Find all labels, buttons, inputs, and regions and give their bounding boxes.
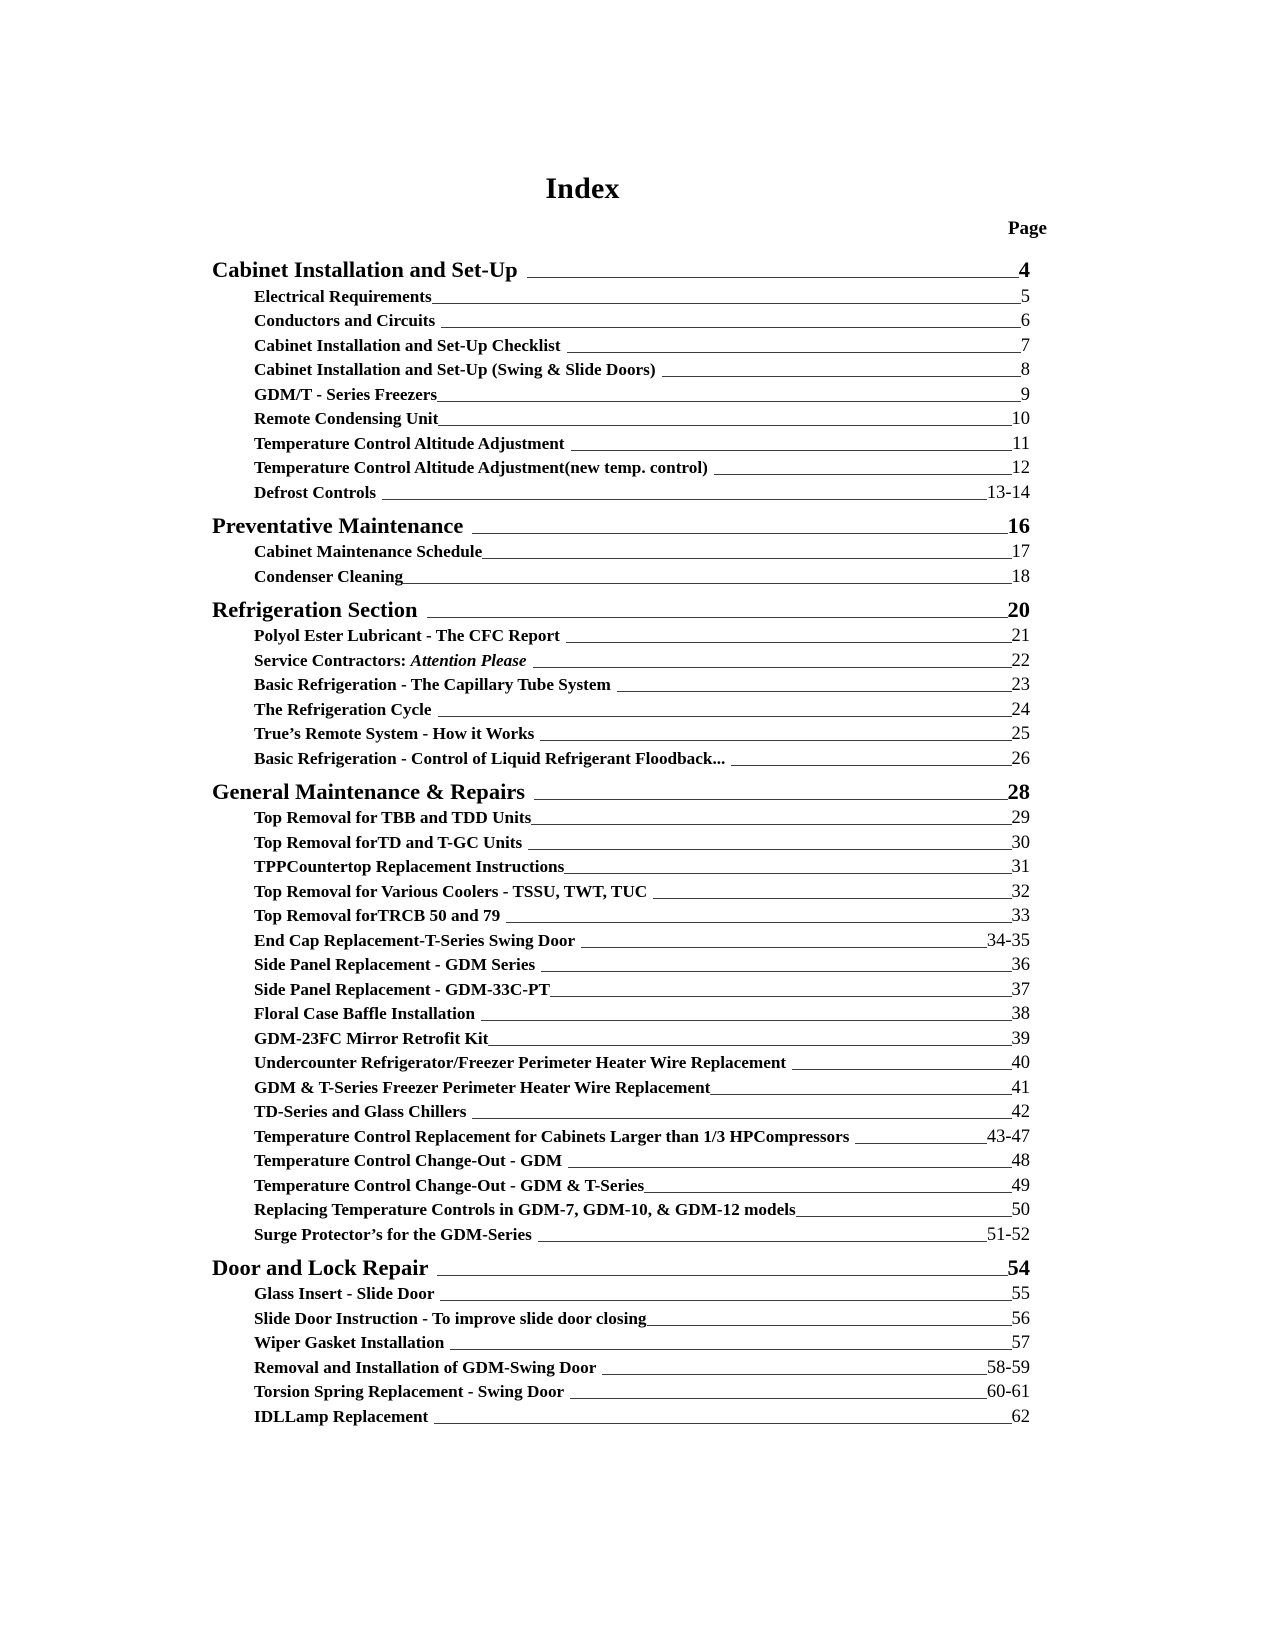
toc-section-entry[interactable] (212, 779, 1030, 805)
toc-sub-entry[interactable] (254, 700, 1030, 721)
toc-entry-label: Side Panel Replacement - GDM-33C-PT (254, 979, 550, 999)
toc-leader-rule (382, 498, 987, 500)
toc-entry-page-number: 34-35 (986, 930, 1030, 951)
toc-entry-label: Cabinet Maintenance Schedule (254, 542, 483, 561)
toc-sub-entry[interactable] (254, 724, 1030, 745)
toc-sub-entry[interactable] (254, 1225, 1030, 1246)
toc-leader-rule (644, 1191, 1011, 1193)
toc-entry-label: Refrigeration Section (212, 596, 418, 622)
toc-entry-page-number: 8 (1020, 360, 1030, 380)
toc-entry-label: Top Removal for Various Coolers - TSSU, TWT, TUC (254, 881, 648, 901)
toc-entry-page-number: 22 (1011, 650, 1030, 671)
toc-entry-label: GDM/T - Series Freezers (254, 384, 438, 404)
toc-sub-entry[interactable] (254, 360, 1030, 381)
toc-entry-page-number: 4 (1018, 257, 1030, 282)
toc-entry-label: Preventative Maintenance (212, 512, 464, 538)
toc-sub-entry[interactable] (254, 1053, 1030, 1074)
toc-section-entry[interactable] (212, 257, 1030, 283)
toc-entry-label: Polyol Ester Lubricant - The CFC Report (254, 626, 560, 645)
toc-entry-label: Removal and Installation of GDM-Swing Door (254, 1357, 597, 1377)
toc-leader-rule (534, 798, 1007, 800)
toc-sub-entry[interactable] (254, 287, 1030, 308)
toc-leader-rule (714, 473, 1012, 475)
toc-entry-label: Service Contractors: Attention Please (254, 650, 527, 670)
toc-entry-page-number: 36 (1011, 955, 1030, 975)
toc-sub-entry[interactable] (254, 651, 1030, 672)
toc-leader-rule (566, 641, 1012, 643)
toc-entry-label: Side Panel Replacement - GDM Series (254, 955, 536, 974)
toc-entry-label: Conductors and Circuits (254, 311, 436, 330)
toc-leader-rule (796, 1215, 1012, 1217)
toc-entry-page-number: 60-61 (986, 1382, 1030, 1402)
toc-sub-entry[interactable] (254, 409, 1030, 430)
toc-leader-rule (570, 1397, 987, 1399)
toc-sub-entry[interactable] (254, 483, 1030, 504)
toc-leader-rule (488, 1044, 1011, 1046)
toc-sub-entry[interactable] (254, 980, 1030, 1001)
toc-leader-rule (482, 557, 1011, 559)
toc-entry-page-number: 42 (1011, 1102, 1030, 1122)
toc-leader-rule (434, 1422, 1011, 1424)
toc-entry-label: Wiper Gasket Installation (254, 1333, 445, 1352)
toc-entry-label: Floral Case Baffle Installation (254, 1004, 476, 1023)
toc-leader-rule (617, 690, 1012, 692)
toc-entry-page-number: 41 (1011, 1077, 1030, 1098)
toc-sub-entry[interactable] (254, 434, 1030, 455)
toc-entry-label: Temperature Control Change-Out - GDM (254, 1151, 563, 1170)
toc-leader-rule (432, 302, 1021, 304)
toc-sub-entry[interactable] (254, 1102, 1030, 1123)
toc-sub-entry[interactable] (254, 1176, 1030, 1197)
toc-entry-label: End Cap Replacement-T-Series Swing Door (254, 930, 576, 950)
toc-entry-page-number: 57 (1011, 1333, 1030, 1353)
toc-entry-page-number: 17 (1011, 542, 1030, 562)
toc-section-entry[interactable] (212, 597, 1030, 623)
toc-entry-page-number: 25 (1011, 724, 1030, 744)
toc-entry-label: GDM & T-Series Freezer Perimeter Heater Wire Replacement (254, 1077, 711, 1097)
toc-entry-page-number: 31 (1011, 857, 1030, 877)
toc-sub-entry[interactable] (254, 906, 1030, 927)
toc-entry-label: Cabinet Installation and Set-Up Checklist (254, 335, 561, 355)
toc-leader-rule (567, 351, 1021, 353)
page-title: Index (545, 172, 620, 205)
toc-entry-page-number: 5 (1020, 286, 1030, 307)
toc-entry-page-number: 10 (1011, 409, 1030, 429)
toc-sub-entry[interactable] (254, 567, 1030, 588)
toc-entry-page-number: 9 (1020, 384, 1030, 405)
toc-leader-rule (564, 872, 1011, 874)
toc-entry-label: The Refrigeration Cycle (254, 699, 432, 719)
toc-leader-rule (427, 616, 1008, 618)
toc-leader-rule (531, 823, 1011, 825)
toc-sub-entry[interactable] (254, 1407, 1030, 1428)
toc-entry-label: IDLLamp Replacement (254, 1406, 429, 1426)
toc-entry-page-number: 55 (1011, 1284, 1030, 1304)
toc-leader-rule (437, 1274, 1007, 1276)
toc-entry-page-number: 40 (1011, 1053, 1030, 1073)
page-column-header: Page (1007, 218, 1047, 239)
toc-leader-rule (550, 995, 1012, 997)
toc-entry-label: GDM-23FC Mirror Retrofit Kit (254, 1028, 489, 1048)
toc-leader-rule (568, 1166, 1011, 1168)
toc-entry-label: Door and Lock Repair (212, 1254, 429, 1280)
toc-entry-label: Basic Refrigeration - Control of Liquid Refrigerant Floodback... (254, 748, 726, 768)
toc-entry-label: Cabinet Installation and Set-Up (212, 257, 518, 282)
toc-section-entry[interactable] (212, 1255, 1030, 1281)
toc-entry-page-number: 43-47 (986, 1126, 1030, 1147)
toc-sub-entry[interactable] (254, 675, 1030, 696)
toc-sub-entry[interactable] (254, 311, 1030, 332)
table-of-contents (0, 257, 1275, 1428)
toc-leader-rule (440, 1299, 1011, 1301)
toc-sub-entry[interactable] (254, 1078, 1030, 1099)
toc-leader-rule (506, 921, 1011, 923)
toc-entry-page-number: 26 (1011, 748, 1030, 769)
toc-entry-page-number: 37 (1011, 979, 1030, 1000)
toc-leader-rule (438, 715, 1012, 717)
toc-section-entry[interactable] (212, 513, 1030, 539)
toc-leader-rule (472, 1117, 1011, 1119)
toc-entry-page-number: 13-14 (986, 482, 1030, 503)
toc-sub-entry[interactable] (254, 1004, 1030, 1025)
toc-sub-entry[interactable] (254, 336, 1030, 357)
toc-leader-rule (527, 276, 1019, 278)
toc-entry-page-number: 49 (1011, 1175, 1030, 1196)
toc-entry-label: Top Removal for TBB and TDD Units (254, 808, 532, 827)
toc-entry-label: Top Removal forTD and T-GC Units (254, 832, 523, 852)
toc-leader-rule (581, 946, 987, 948)
toc-sub-entry[interactable] (254, 1284, 1030, 1305)
toc-sub-entry[interactable] (254, 857, 1030, 878)
toc-leader-rule (538, 1240, 987, 1242)
toc-entry-page-number: 7 (1020, 335, 1030, 356)
toc-entry-page-number: 6 (1020, 311, 1030, 331)
toc-entry-label: Temperature Control Change-Out - GDM & T-Series (254, 1175, 645, 1195)
toc-leader-rule (533, 666, 1012, 668)
toc-entry-page-number: 24 (1011, 699, 1030, 720)
toc-entry-label: Condenser Cleaning (254, 566, 404, 586)
toc-entry-page-number: 62 (1011, 1406, 1030, 1427)
toc-sub-entry[interactable] (254, 1151, 1030, 1172)
toc-entry-page-number: 50 (1011, 1200, 1030, 1220)
toc-leader-rule (855, 1142, 986, 1144)
toc-entry-label: Replacing Temperature Controls in GDM-7, GDM-10, & GDM-12 models (254, 1200, 796, 1219)
toc-entry-label: TPPCountertop Replacement Instructions (254, 857, 565, 876)
toc-entry-label: Surge Protector’s for the GDM-Series (254, 1224, 532, 1244)
toc-leader-rule (541, 970, 1011, 972)
toc-entry-label: Electrical Requirements (254, 286, 432, 306)
toc-entry-page-number: 56 (1011, 1308, 1030, 1329)
toc-leader-rule (528, 848, 1011, 850)
toc-sub-entry[interactable] (254, 833, 1030, 854)
toc-entry-page-number: 12 (1011, 458, 1030, 478)
toc-entry-label: Cabinet Installation and Set-Up (Swing & Slide Doors) (254, 360, 656, 379)
toc-sub-entry[interactable] (254, 808, 1030, 829)
toc-sub-entry[interactable] (254, 1029, 1030, 1050)
toc-entry-label: Top Removal forTRCB 50 and 79 (254, 906, 501, 925)
toc-entry-label: Defrost Controls (254, 482, 377, 502)
toc-sub-entry[interactable] (254, 1127, 1030, 1148)
toc-leader-rule (731, 764, 1011, 766)
toc-leader-rule (602, 1373, 986, 1375)
toc-sub-entry[interactable] (254, 1200, 1030, 1221)
toc-entry-label-emphasis: Attention Please (410, 650, 527, 670)
toc-leader-rule (653, 897, 1011, 899)
toc-entry-page-number: 11 (1012, 433, 1030, 454)
toc-sub-entry[interactable] (254, 626, 1030, 647)
toc-sub-entry[interactable] (254, 542, 1030, 563)
toc-entry-label: True’s Remote System - How it Works (254, 724, 535, 743)
toc-leader-rule (540, 739, 1011, 741)
toc-sub-entry[interactable] (254, 882, 1030, 903)
toc-sub-entry[interactable] (254, 749, 1030, 770)
toc-entry-label: Basic Refrigeration - The Capillary Tube System (254, 675, 611, 694)
toc-sub-entry[interactable] (254, 1358, 1030, 1379)
toc-leader-rule (481, 1019, 1011, 1021)
toc-leader-rule (571, 449, 1013, 451)
toc-entry-label: Glass Insert - Slide Door (254, 1284, 435, 1303)
toc-sub-entry[interactable] (254, 385, 1030, 406)
toc-leader-rule (437, 400, 1021, 402)
toc-entry-page-number: 38 (1011, 1004, 1030, 1024)
toc-leader-rule (710, 1093, 1011, 1095)
toc-entry-page-number: 16 (1007, 512, 1030, 538)
toc-entry-label: Torsion Spring Replacement - Swing Door (254, 1382, 565, 1401)
toc-entry-page-number: 20 (1007, 596, 1030, 622)
toc-leader-rule (438, 424, 1011, 426)
toc-entry-page-number: 51-52 (986, 1224, 1030, 1245)
toc-entry-page-number: 33 (1011, 906, 1030, 926)
toc-entry-label: TD-Series and Glass Chillers (254, 1102, 467, 1121)
toc-entry-page-number: 23 (1011, 675, 1030, 695)
toc-entry-page-number: 48 (1011, 1151, 1030, 1171)
toc-sub-entry[interactable] (254, 1309, 1030, 1330)
toc-entry-page-number: 30 (1011, 832, 1030, 853)
toc-entry-label: Temperature Control Altitude Adjustment(new temp. control) (254, 458, 708, 477)
toc-entry-page-number: 28 (1007, 778, 1030, 804)
toc-entry-page-number: 54 (1007, 1254, 1030, 1280)
toc-entry-label: Undercounter Refrigerator/Freezer Perimeter Heater Wire Replacement (254, 1053, 787, 1072)
toc-leader-rule (403, 582, 1011, 584)
toc-entry-page-number: 18 (1011, 566, 1030, 587)
toc-entry-page-number: 39 (1011, 1028, 1030, 1049)
toc-entry-page-number: 21 (1011, 626, 1030, 646)
toc-entry-label: Temperature Control Replacement for Cabinets Larger than 1/3 HPCompressors (254, 1126, 850, 1146)
toc-leader-rule (450, 1348, 1011, 1350)
toc-sub-entry[interactable] (254, 955, 1030, 976)
toc-sub-entry[interactable] (254, 1333, 1030, 1354)
toc-sub-entry[interactable] (254, 458, 1030, 479)
toc-leader-rule (647, 1324, 1012, 1326)
toc-entry-page-number: 29 (1011, 808, 1030, 828)
toc-entry-label: Remote Condensing Unit (254, 409, 439, 428)
toc-entry-label: General Maintenance & Repairs (212, 778, 526, 804)
toc-leader-rule (472, 532, 1007, 534)
toc-sub-entry[interactable] (254, 1382, 1030, 1403)
toc-leader-rule (662, 375, 1021, 377)
toc-leader-rule (792, 1068, 1011, 1070)
toc-entry-label: Temperature Control Altitude Adjustment (254, 433, 565, 453)
toc-leader-rule (441, 326, 1021, 328)
toc-entry-page-number: 32 (1011, 881, 1030, 902)
toc-sub-entry[interactable] (254, 931, 1030, 952)
toc-entry-page-number: 58-59 (986, 1357, 1030, 1378)
toc-entry-label: Slide Door Instruction - To improve slide door closing (254, 1308, 647, 1328)
